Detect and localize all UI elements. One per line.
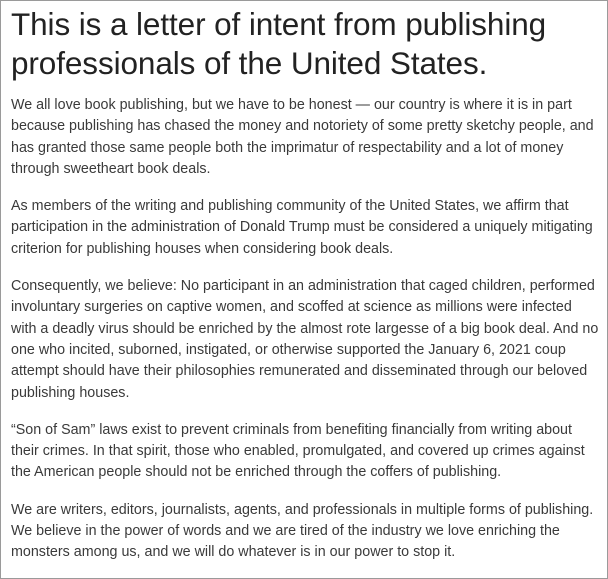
paragraph-son-of-sam: “Son of Sam” laws exist to prevent criminals from benefiting financially from writing about their crimes. In that spirit, those who enabled, promulgated, and covered up crimes against the American people should not be enriched through the coffers of publishing. (11, 421, 585, 481)
paragraph-intro: We all love book publishing, but we have to be honest — our country is where it is in part because publishing has chased the money and notoriety of some pretty sketchy people, and has granted those same people both the imprimatur of respectability and a lot of money through sweetheart book deals. (11, 97, 594, 177)
paragraph-affirmation: As members of the writing and publishing community of the United States, we affirm that participation in the administration of Donald Trump must be considered a uniquely mitigating criterion for publishing houses when considering book deals. (11, 198, 593, 257)
paragraph-beliefs: Consequently, we believe: No participant in an administration that caged children, performed involuntary surgeries on captive women, and scoffed at science as millions were infected with a deadly virus should be enriched by the almost rote largesse of a big book deal. And no one who incited, suborned, instigated, or otherwise supported the January 6, 2021 coup attempt should have their philosophies remunerated and disseminated through our beloved publishing houses. (11, 278, 599, 401)
page-title: This is a letter of intent from publishing professionals of the United States. (11, 6, 547, 81)
letter-body (11, 95, 601, 564)
paragraph-closing: We are writers, editors, journalists, agents, and professionals in multiple forms of publishing. We believe in the power of words and we are tired of the industry we love enriching the monsters among us, and we will do whatever is in our power to stop it. (11, 501, 594, 561)
